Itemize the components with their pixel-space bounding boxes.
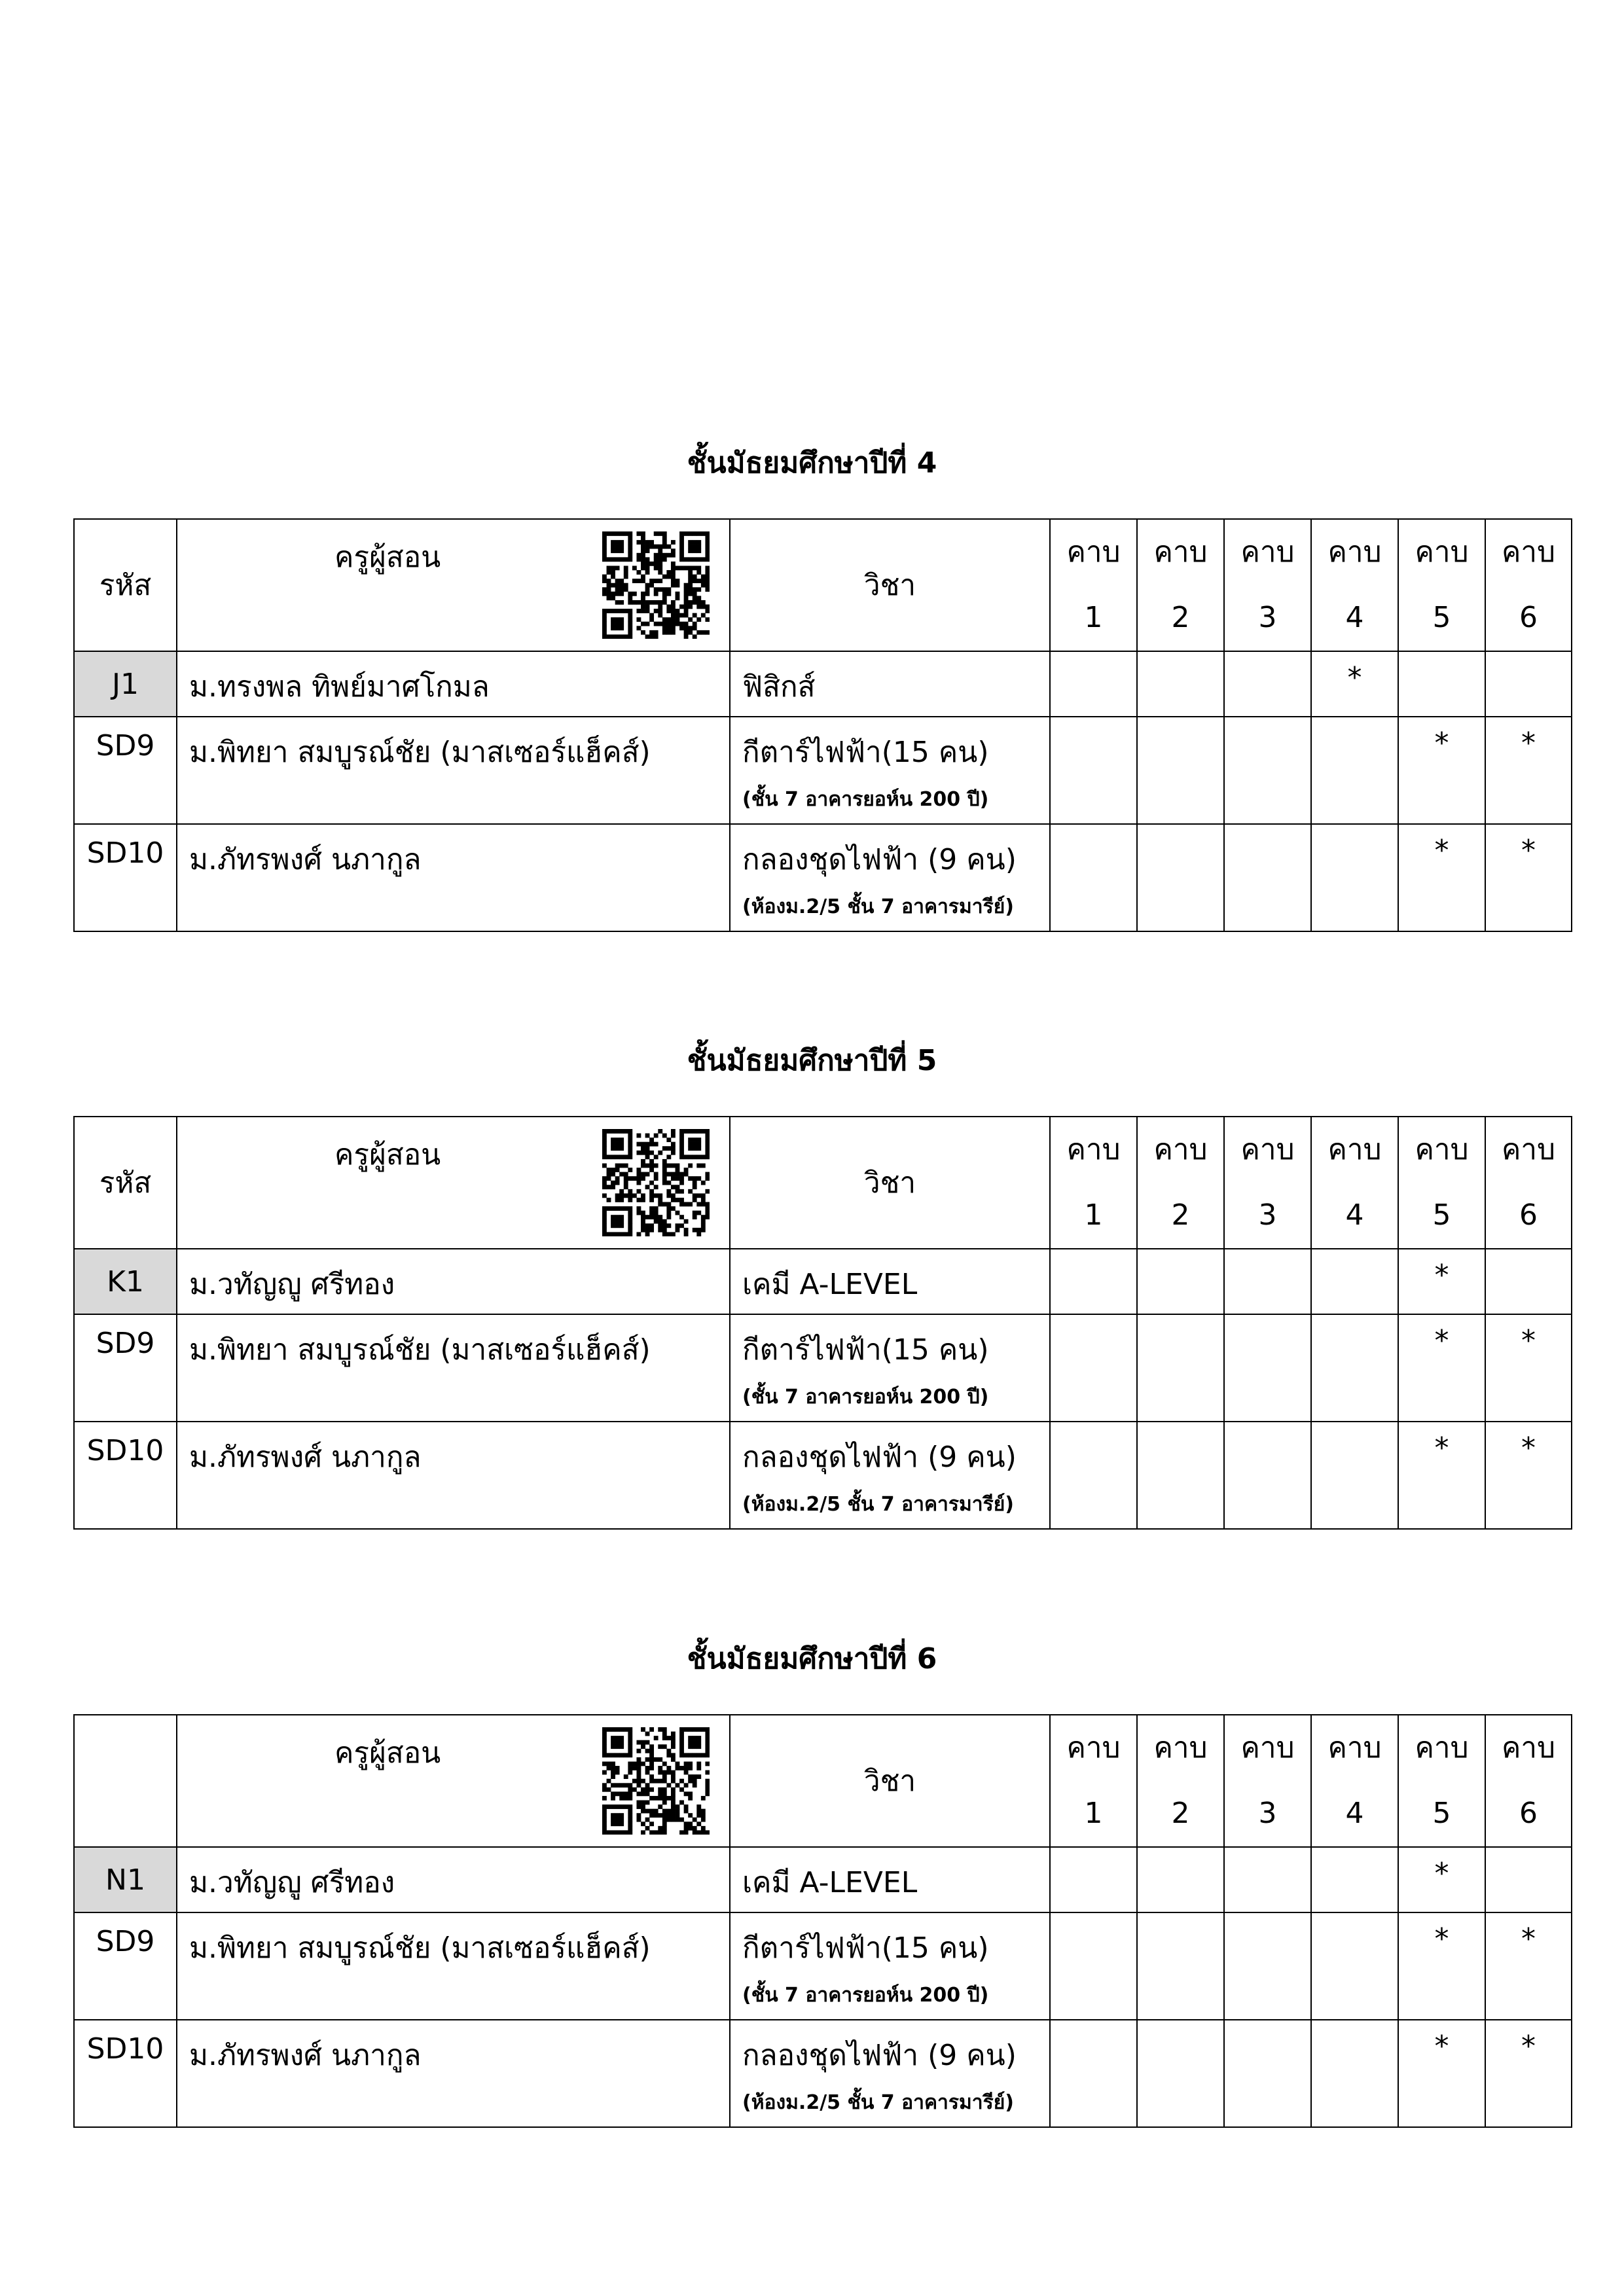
teacher-name: ม.ทรงพล ทิพย์มาศโกมล [177, 651, 730, 717]
period-number: 4 [1345, 1198, 1364, 1232]
period-4-cell [1311, 1847, 1398, 1912]
header-code: รหัส [74, 519, 177, 651]
course-code: N1 [74, 1847, 177, 1912]
subject-name: กีตาร์ไฟฟ้า(15 คน) [742, 736, 989, 769]
period-mark: * [1434, 1431, 1449, 1465]
table-row [74, 1912, 1572, 2020]
period-4-cell [1311, 824, 1398, 931]
period-1-cell [1050, 824, 1137, 931]
header-teacher [177, 519, 730, 651]
header-teacher [177, 1117, 730, 1249]
table-row [74, 1249, 1572, 1314]
period-2-cell [1137, 1847, 1224, 1912]
period-6-cell [1485, 2020, 1572, 2127]
period-5-cell [1398, 2020, 1485, 2127]
period-2-cell [1137, 824, 1224, 931]
period-2-cell [1137, 1912, 1224, 2020]
period-number: 5 [1432, 1797, 1451, 1830]
period-4-cell [1311, 1912, 1398, 2020]
period-mark: * [1347, 661, 1362, 694]
period-word: คาบ [1066, 1133, 1121, 1166]
subject-location-note: (ห้องม.2/5 ชั้น 7 อาคารมารีย์) [742, 2091, 1015, 2114]
period-mark: * [1521, 2030, 1536, 2063]
header-period-3 [1224, 1117, 1311, 1249]
period-3-cell [1224, 1422, 1311, 1529]
teacher-name: ม.วทัญญู ศรีทอง [177, 1847, 730, 1912]
period-3-cell [1224, 824, 1311, 931]
period-2-cell [1137, 1422, 1224, 1529]
table-row [74, 717, 1572, 824]
period-1-cell [1050, 717, 1137, 824]
period-1-cell [1050, 1847, 1137, 1912]
period-6-cell [1485, 717, 1572, 824]
subject-name: ฟิสิกส์ [742, 670, 816, 704]
header-row [74, 519, 1572, 651]
period-5-cell [1398, 1912, 1485, 2020]
period-3-cell [1224, 1847, 1311, 1912]
qr-code-icon[interactable] [602, 531, 710, 639]
period-word: คาบ [1153, 535, 1208, 569]
period-2-cell [1137, 2020, 1224, 2127]
period-number: 6 [1519, 601, 1538, 634]
period-word: คาบ [1327, 535, 1382, 569]
period-number: 3 [1258, 601, 1277, 634]
period-5-cell [1398, 717, 1485, 824]
period-word: คาบ [1240, 535, 1295, 569]
subject-cell [730, 1422, 1050, 1529]
header-teacher-label: ครูผู้สอน [334, 541, 441, 574]
period-4-cell [1311, 651, 1398, 717]
course-code: J1 [74, 651, 177, 717]
course-code: SD10 [74, 1422, 177, 1529]
period-1-cell [1050, 1912, 1137, 2020]
subject-location-note: (ชั้น 7 อาคารยอห์น 200 ปี) [742, 1386, 989, 1408]
period-2-cell [1137, 717, 1224, 824]
header-period-6 [1485, 1715, 1572, 1847]
period-mark: * [1434, 1922, 1449, 1956]
subject-location-note: (ชั้น 7 อาคารยอห์น 200 ปี) [742, 1984, 989, 2007]
course-code: SD9 [74, 1912, 177, 2020]
subject-name: กลองชุดไฟฟ้า (9 คน) [742, 2039, 1017, 2072]
period-6-cell [1485, 824, 1572, 931]
period-number: 4 [1345, 1797, 1364, 1830]
period-word: คาบ [1066, 535, 1121, 569]
subject-cell [730, 1847, 1050, 1912]
period-5-cell [1398, 1249, 1485, 1314]
course-code: K1 [74, 1249, 177, 1314]
course-code: SD10 [74, 2020, 177, 2127]
period-number: 2 [1171, 1797, 1190, 1830]
period-2-cell [1137, 651, 1224, 717]
qr-code-icon[interactable] [602, 1129, 710, 1236]
period-mark: * [1434, 726, 1449, 760]
period-word: คาบ [1415, 535, 1469, 569]
header-code [74, 1715, 177, 1847]
period-number: 2 [1171, 601, 1190, 634]
table-row [74, 1422, 1572, 1529]
period-number: 1 [1084, 1797, 1103, 1830]
period-1-cell [1050, 1249, 1137, 1314]
period-number: 4 [1345, 601, 1364, 634]
header-period-3 [1224, 1715, 1311, 1847]
period-mark: * [1521, 726, 1536, 760]
period-word: คาบ [1415, 1133, 1469, 1166]
period-5-cell [1398, 1314, 1485, 1422]
header-period-1 [1050, 1117, 1137, 1249]
header-period-4 [1311, 519, 1398, 651]
header-period-3 [1224, 519, 1311, 651]
teacher-name: ม.ภัทรพงศ์ นภากูล [177, 2020, 730, 2127]
header-row [74, 1715, 1572, 1847]
course-code: SD9 [74, 717, 177, 824]
period-number: 3 [1258, 1198, 1277, 1232]
period-word: คาบ [1327, 1133, 1382, 1166]
period-4-cell [1311, 717, 1398, 824]
section-title: ชั้นมัธยมศึกษาปีที่ 5 [687, 1044, 937, 1077]
period-5-cell [1398, 651, 1485, 717]
period-number: 1 [1084, 1198, 1103, 1232]
period-3-cell [1224, 651, 1311, 717]
schedule-table [73, 1116, 1572, 1530]
period-5-cell [1398, 824, 1485, 931]
subject-location-note: (ห้องม.2/5 ชั้น 7 อาคารมารีย์) [742, 1493, 1015, 1516]
subject-cell [730, 1249, 1050, 1314]
subject-cell [730, 717, 1050, 824]
period-4-cell [1311, 2020, 1398, 2127]
teacher-name: ม.ภัทรพงศ์ นภากูล [177, 1422, 730, 1529]
teacher-name: ม.วทัญญู ศรีทอง [177, 1249, 730, 1314]
header-row [74, 1117, 1572, 1249]
period-2-cell [1137, 1314, 1224, 1422]
period-word: คาบ [1415, 1731, 1469, 1765]
period-mark: * [1434, 1857, 1449, 1890]
subject-name: กีตาร์ไฟฟ้า(15 คน) [742, 1333, 989, 1367]
header-period-5 [1398, 519, 1485, 651]
table-row [74, 2020, 1572, 2127]
period-number: 5 [1432, 601, 1451, 634]
header-subject: วิชา [730, 1715, 1050, 1847]
period-4-cell [1311, 1314, 1398, 1422]
period-word: คาบ [1066, 1731, 1121, 1765]
subject-cell [730, 824, 1050, 931]
teacher-name: ม.ภัทรพงศ์ นภากูล [177, 824, 730, 931]
period-3-cell [1224, 2020, 1311, 2127]
header-subject: วิชา [730, 1117, 1050, 1249]
course-code: SD10 [74, 824, 177, 931]
period-1-cell [1050, 651, 1137, 717]
period-6-cell [1485, 1847, 1572, 1912]
period-word: คาบ [1501, 1731, 1556, 1765]
period-3-cell [1224, 1249, 1311, 1314]
period-6-cell [1485, 651, 1572, 717]
period-3-cell [1224, 1912, 1311, 2020]
period-word: คาบ [1153, 1133, 1208, 1166]
period-6-cell [1485, 1422, 1572, 1529]
period-6-cell [1485, 1912, 1572, 2020]
subject-name: กลองชุดไฟฟ้า (9 คน) [742, 843, 1017, 876]
period-5-cell [1398, 1847, 1485, 1912]
subject-cell [730, 2020, 1050, 2127]
qr-code-icon[interactable] [602, 1727, 710, 1835]
period-1-cell [1050, 1422, 1137, 1529]
subject-location-note: (ห้องม.2/5 ชั้น 7 อาคารมารีย์) [742, 895, 1015, 918]
teacher-name: ม.พิทยา สมบูรณ์ชัย (มาสเซอร์แฮ็คส์) [177, 1314, 730, 1422]
header-period-4 [1311, 1715, 1398, 1847]
subject-cell [730, 651, 1050, 717]
table-row [74, 651, 1572, 717]
period-number: 6 [1519, 1797, 1538, 1830]
period-number: 2 [1171, 1198, 1190, 1232]
subject-name: เคมี A-LEVEL [742, 1866, 918, 1899]
period-1-cell [1050, 1314, 1137, 1422]
subject-cell [730, 1912, 1050, 2020]
period-word: คาบ [1153, 1731, 1208, 1765]
period-mark: * [1521, 1922, 1536, 1956]
header-period-6 [1485, 519, 1572, 651]
period-word: คาบ [1327, 1731, 1382, 1765]
section-title: ชั้นมัธยมศึกษาปีที่ 6 [687, 1642, 937, 1676]
period-1-cell [1050, 2020, 1137, 2127]
period-number: 3 [1258, 1797, 1277, 1830]
period-number: 1 [1084, 601, 1103, 634]
period-word: คาบ [1240, 1133, 1295, 1166]
teacher-name: ม.พิทยา สมบูรณ์ชัย (มาสเซอร์แฮ็คส์) [177, 717, 730, 824]
header-period-5 [1398, 1715, 1485, 1847]
header-teacher-label: ครูผู้สอน [334, 1138, 441, 1172]
header-period-1 [1050, 1715, 1137, 1847]
teacher-name: ม.พิทยา สมบูรณ์ชัย (มาสเซอร์แฮ็คส์) [177, 1912, 730, 2020]
header-period-5 [1398, 1117, 1485, 1249]
period-word: คาบ [1501, 1133, 1556, 1166]
section-title: ชั้นมัธยมศึกษาปีที่ 4 [687, 446, 937, 480]
period-mark: * [1434, 1324, 1449, 1357]
period-2-cell [1137, 1249, 1224, 1314]
subject-name: กลองชุดไฟฟ้า (9 คน) [742, 1441, 1017, 1474]
schedule-table [73, 1714, 1572, 2128]
period-mark: * [1434, 834, 1449, 867]
period-3-cell [1224, 717, 1311, 824]
subject-cell [730, 1314, 1050, 1422]
header-code: รหัส [74, 1117, 177, 1249]
subject-name: เคมี A-LEVEL [742, 1268, 918, 1301]
header-period-1 [1050, 519, 1137, 651]
period-mark: * [1434, 1259, 1449, 1292]
header-period-6 [1485, 1117, 1572, 1249]
period-3-cell [1224, 1314, 1311, 1422]
period-mark: * [1521, 1431, 1536, 1465]
schedule-table [73, 518, 1572, 932]
subject-location-note: (ชั้น 7 อาคารยอห์น 200 ปี) [742, 788, 989, 811]
header-period-4 [1311, 1117, 1398, 1249]
period-6-cell [1485, 1249, 1572, 1314]
period-mark: * [1521, 1324, 1536, 1357]
subject-name: กีตาร์ไฟฟ้า(15 คน) [742, 1931, 989, 1965]
course-code: SD9 [74, 1314, 177, 1422]
table-row [74, 1847, 1572, 1912]
period-4-cell [1311, 1249, 1398, 1314]
header-teacher-label: ครูผู้สอน [334, 1736, 441, 1770]
period-mark: * [1521, 834, 1536, 867]
period-mark: * [1434, 2030, 1449, 2063]
period-number: 6 [1519, 1198, 1538, 1232]
header-subject: วิชา [730, 519, 1050, 651]
period-4-cell [1311, 1422, 1398, 1529]
header-period-2 [1137, 519, 1224, 651]
table-row [74, 1314, 1572, 1422]
header-period-2 [1137, 1715, 1224, 1847]
period-5-cell [1398, 1422, 1485, 1529]
period-word: คาบ [1240, 1731, 1295, 1765]
header-teacher [177, 1715, 730, 1847]
table-row [74, 824, 1572, 931]
header-period-2 [1137, 1117, 1224, 1249]
period-6-cell [1485, 1314, 1572, 1422]
period-number: 5 [1432, 1198, 1451, 1232]
period-word: คาบ [1501, 535, 1556, 569]
